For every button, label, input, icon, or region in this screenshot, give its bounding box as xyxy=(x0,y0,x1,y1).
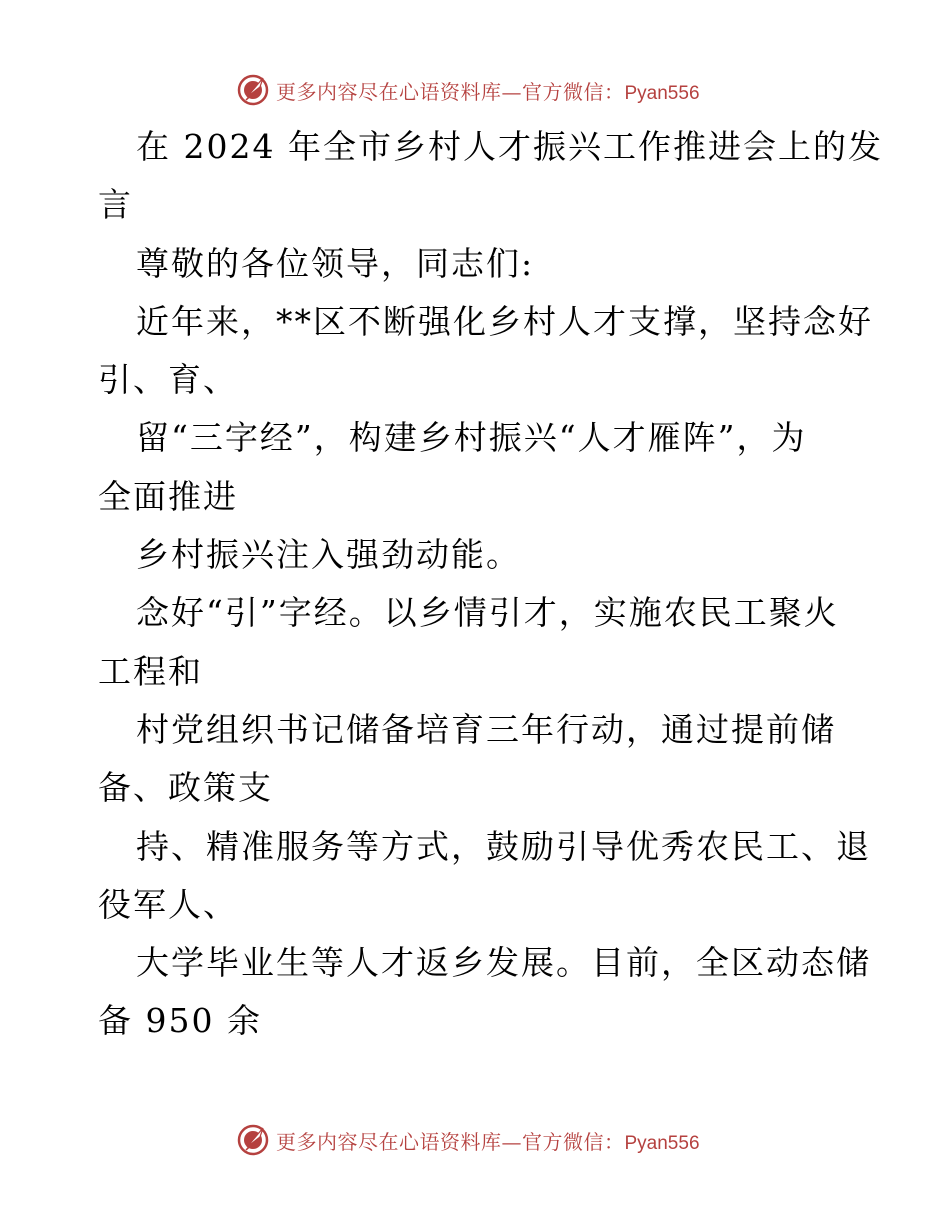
text-line: 言 xyxy=(98,185,133,225)
text-line: 备、政策支 xyxy=(98,768,273,808)
text-line: 乡村振兴注入强劲动能。 xyxy=(136,535,521,575)
footer-watermark xyxy=(236,1120,700,1160)
text-line: 村党组织书记储备培育三年行动，通过提前储 xyxy=(136,709,836,749)
text-line: 持、精准服务等方式，鼓励引导优秀农民工、退 xyxy=(136,826,871,866)
text-line: 留“三字经”，构建乡村振兴“人才雁阵”，为 xyxy=(136,418,807,458)
text-line: 引、育、 xyxy=(98,360,238,400)
quill-seal-logo-icon xyxy=(236,73,270,107)
text-line: 近年来，**区不断强化乡村人才支撑，坚持念好 xyxy=(136,301,873,341)
text-line: 念好“引”字经。以乡情引才，实施农民工聚火 xyxy=(136,593,839,633)
text-line: 备 950 余 xyxy=(98,1001,262,1041)
watermark-text: 更多内容尽在心语资料库—官方微信：Pyan556 xyxy=(276,1129,700,1154)
header-watermark xyxy=(236,70,700,110)
text-line: 工程和 xyxy=(98,651,203,691)
text-line: 全面推进 xyxy=(98,476,238,516)
watermark-text: 更多内容尽在心语资料库—官方微信：Pyan556 xyxy=(276,79,700,104)
text-line: 役军人、 xyxy=(98,884,238,924)
text-line: 大学毕业生等人才返乡发展。目前，全区动态储 xyxy=(136,943,871,983)
text-line: 尊敬的各位领导，同志们: xyxy=(136,243,535,283)
document-body xyxy=(98,118,883,1051)
quill-seal-logo-icon xyxy=(236,1123,270,1157)
text-line: 在 2024 年全市乡村人才振兴工作推进会上的发 xyxy=(136,127,883,166)
